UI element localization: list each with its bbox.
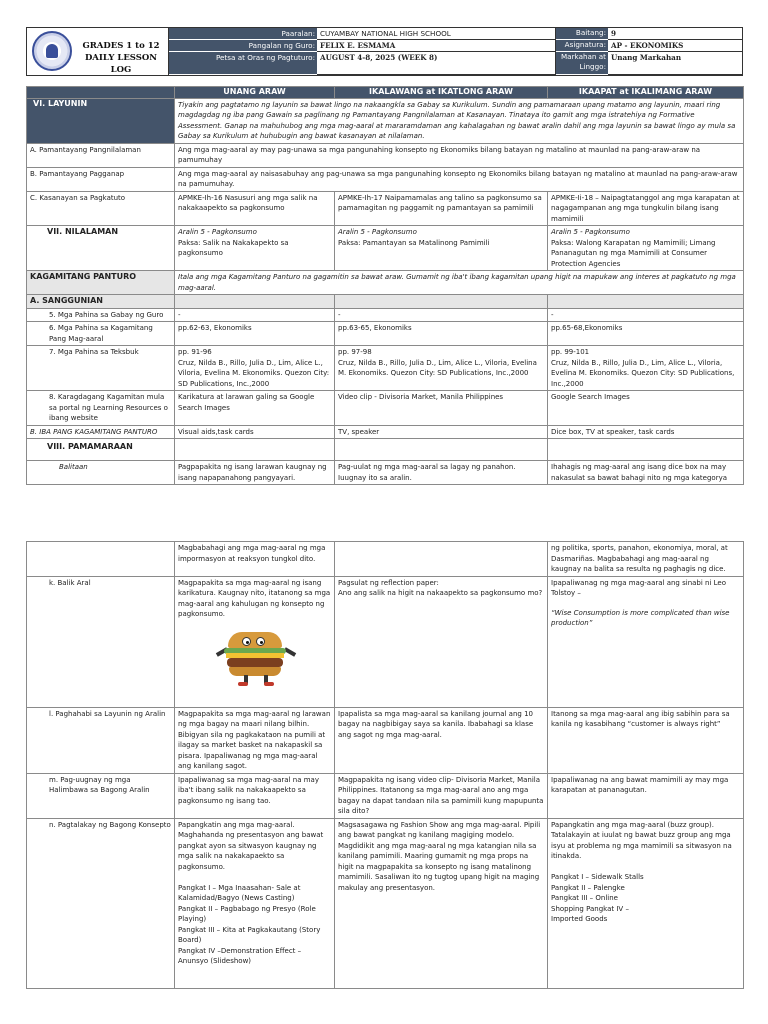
sanggunian-day23 — [335, 295, 548, 309]
row-kagamitan-pahina — [27, 322, 744, 346]
row-kagamitan — [27, 271, 744, 295]
balitaan-day45-part1: Ihahagis ng mag-aaral ang isang dice box na may nakasulat sa bawat bahagi nito ng mga kategorya — [548, 461, 744, 485]
caricature-bun-bottom — [229, 667, 281, 676]
caricature-eye-left — [242, 637, 251, 646]
date-label: Petsa at Oras ng Pagtuturo: — [169, 52, 317, 75]
quarter-label: Markahan at Linggo: — [556, 52, 608, 75]
row-pagtalakay — [27, 818, 744, 988]
caricature-eye-right — [256, 637, 265, 646]
row-balitaan-cont — [27, 542, 744, 577]
burger-caricature-image — [218, 626, 298, 686]
date-value: AUGUST 4-8, 2025 (WEEK 8) — [317, 52, 556, 75]
pangnilalaman-text: Ang mga mag-aaral ay may pag-unawa sa mga pangunahing konsepto ng Ekonomiks bilang batayan ng matalino at maunlad na pang-araw-araw na pamumuhay — [175, 143, 744, 167]
header-logo-area — [27, 28, 169, 75]
layunin-label: VI. LAYUNIN — [27, 98, 175, 143]
nilalaman-day45 — [548, 226, 744, 271]
kasanayan-day45: APMKE-Ii-18 – Naipagtatanggol ang mga karapatan at nagagampanan ang mga tungkulin bilang isang mamimili — [548, 191, 744, 226]
balitaan-day1-part1: Pagpapakita ng isang larawan kaugnay ng isang napapanahong pangyayari. — [175, 461, 335, 485]
row-pamamaraan — [27, 439, 744, 461]
teksbuk-day1: pp. 91-96 Cruz, Nilda B., Rillo, Julia D., Lim, Alice L., Viloria, Evelina M. Ekonomiks. Quezon City: SD Publications, Inc.,2000 — [175, 346, 335, 391]
iba-pang-day23: TV, speaker — [335, 425, 548, 439]
balik-aral-day23: Pagsulat ng reflection paper: Ano ang salik na higit na nakaapekto sa pagkonsumo mo? — [335, 576, 548, 707]
kagamitan-text: Itala ang mga Kagamitang Panturo na gagamitin sa bawat araw. Gumamit ng iba't ibang kagamitan upang higit na mapukaw ang interes at pagkatuto ng mga mag-aaral. — [175, 271, 744, 295]
paghahabi-day1: Magpapakita sa mga mag-aaral ng larawan ng mga bagay na maari nilang bilhin. Bibigyan sila ng pagkakataon na pumili at ilagay sa market basket na nakapaskil sa pisara. Ipapaliwanag ng mga mag-aaral ang kanilang sagot. — [175, 707, 335, 773]
school-value: CUYAMBAY NATIONAL HIGH SCHOOL — [317, 28, 556, 40]
iba-pang-day1: Visual aids,task cards — [175, 425, 335, 439]
layunin-text: Tiyakin ang pagtatamo ng layunin sa bawat lingo na nakaangkla sa Gabay sa Kurikulum. Sundin ang pamamaraan upang matamo ang layunin, maari ring magdagdag ng iba pang Gawain sa paglinang ng Pamantayang Pangnilalaman at Kasanayan. Tinataya ito gamit ang mga istratehiya ng Formative Assessment. Ganap na mahuhubog ang mga mag-aaral at mararamdaman ang kahalagahan ng bawat aralin dahil ang mga layunin sa bawat lingo ay mula sa Gabay sa Kurikulum at huhubugin ang bawat kasanayan at nilalaman. — [175, 98, 744, 143]
teksbuk-day45: pp. 99-101 Cruz, Nilda B., Rillo, Julia D., Lim, Alice L., Viloria, Evelina M. Ekonomiks. Quezon City: SD Publications, Inc.,2000 — [548, 346, 744, 391]
row-balik-aral — [27, 576, 744, 707]
document-title: GRADES 1 to 12 DAILY LESSON LOG — [82, 41, 160, 75]
caricature-cheese — [226, 653, 284, 658]
header-row-date — [169, 52, 742, 75]
row-pagganap — [27, 167, 744, 191]
row-iba-pang — [27, 425, 744, 439]
pagtalakay-day1: Papangkatin ang mga mag-aaral. Maghahanda ng presentasyon ang bawat pangkat ayon sa sitwasyon kaugnay ng mga salik na nakakapaekto sa pagkonsumo. Pangkat I – Mga Inaasahan- Sale at Kalamidad/Bagyo (News Casting) Pangkat II – Pagbabago ng Presyo (Role Playing) Pangkat III – Kita at Pagkakautang (Story Board) Pangkat IV –Demonstration Effect – Anunsyo (Slideshow) — [175, 818, 335, 988]
sanggunian-label: A. SANGGUNIAN — [27, 295, 175, 309]
pamamaraan-day45 — [548, 439, 744, 461]
row-pangnilalaman — [27, 143, 744, 167]
iba-pang-day45: Dice box, TV at speaker, task cards — [548, 425, 744, 439]
pagtalakay-day45: Papangkatin ang mga mag-aaral (buzz group). Tatalakayin at iuulat ng bawat buzz group ang mga isyu at problema ng mga mamimili sa sitwasyon na itinakda. Pangkat I – Sidewalk Stalls Pangkat II – Palengke Pangkat III – Online Shopping Pangkat IV – Imported Goods — [548, 818, 744, 988]
paghahabi-day23: Ipapalista sa mga mag-aaral sa kanilang journal ang 10 bagay na nagbibigay saya sa kanila. Ibabahagi sa klase ang sagot ng mga mag-aaral. — [335, 707, 548, 773]
caricature-shoe-right — [264, 682, 274, 686]
row-balitaan — [27, 461, 744, 485]
nilalaman-day23-aralin: Aralin 5 - Pagkonsumo — [338, 228, 417, 236]
balitaan-day45-part2: ng politika, sports, panahon, ekonomiya, moral, at Dasmariñas. Magbabahagi ang mag-aaral ng kaugnay na balita sa resulta ng paghagis ng dice. — [548, 542, 744, 577]
row-paghahabi — [27, 707, 744, 773]
teacher-label: Pangalan ng Guro: — [169, 40, 317, 52]
lesson-table-page2 — [26, 541, 744, 989]
kagamitan-pahina-label: 6. Mga Pahina sa Kagamitang Pang Mag-aaral — [27, 322, 175, 346]
row-teksbuk — [27, 346, 744, 391]
column-header-day45: IKAAPAT at IKALIMANG ARAW — [548, 87, 744, 99]
gabay-day1: - — [175, 308, 335, 322]
nilalaman-day45-paksa: Paksa: Walong Karapatan ng Mamimili; Limang Pananagutan ng mga Mamimili at Consumer Protection Agencies — [551, 238, 716, 268]
row-sanggunian — [27, 295, 744, 309]
school-label: Paaralan: — [169, 28, 317, 40]
subject-value: AP - EKONOMIKS — [608, 40, 742, 52]
balik-aral-day45-text: Ipapaliwanag ng mga mag-aaral ang sinabi ni Leo Tolstoy – — [551, 578, 727, 597]
nilalaman-day1-aralin: Aralin 5 - Pagkonsumo — [178, 228, 257, 236]
pamamaraan-day1 — [175, 439, 335, 461]
iba-pang-label: B. IBA PANG KAGAMITANG PANTURO — [27, 425, 175, 439]
row-layunin — [27, 98, 744, 143]
balik-aral-day1 — [175, 576, 335, 707]
karagdagang-day45: Google Search Images — [548, 391, 744, 426]
header-row-teacher — [169, 40, 742, 52]
paghahabi-label: l. Paghahabi sa Layunin ng Aralin — [27, 707, 175, 773]
column-header-row — [27, 87, 744, 99]
column-header-blank — [27, 87, 175, 99]
paghahabi-day45: Itanong sa mga mag-aaral ang ibig sabihin para sa kanila ng kasabihang “customer is always right” — [548, 707, 744, 773]
caricature-bun-top — [228, 632, 282, 648]
balitaan-day1-part2: Magbabahagi ang mga mag-aaral ng mga impormasyon at reaksyon tungkol dito. — [175, 542, 335, 577]
header-row-school — [169, 28, 742, 40]
row-gabay — [27, 308, 744, 322]
karagdagang-day23: Video clip - Divisoria Market, Manila Philippines — [335, 391, 548, 426]
nilalaman-day1 — [175, 226, 335, 271]
row-karagdagang — [27, 391, 744, 426]
gabay-day45: - — [548, 308, 744, 322]
balitaan-cont-label — [27, 542, 175, 577]
teksbuk-day23: pp. 97-98 Cruz, Nilda B., Rillo, Julia D., Lim, Alice L., Viloria, Evelina M. Ekonomiks. Quezon City: SD Publications, Inc.,2000 — [335, 346, 548, 391]
column-header-day1: UNANG ARAW — [175, 87, 335, 99]
kagamitan-pahina-day23: pp.63-65, Ekonomiks — [335, 322, 548, 346]
column-header-day23: IKALAWANG at IKATLONG ARAW — [335, 87, 548, 99]
sanggunian-day1 — [175, 295, 335, 309]
kasanayan-day1: APMKE-Ih-16 Nasusuri ang mga salik na nakakaapekto sa pagkonsumo — [175, 191, 335, 226]
pagganap-text: Ang mga mag-aaral ay naisasabuhay ang pag-unawa sa mga pangunahing konsepto ng Ekonomiks bilang batayan ng matalino at maunlad na pang-araw-araw na pamumuhay. — [175, 167, 744, 191]
paguugnay-day45: Ipapaliwanag na ang bawat mamimili ay may mga karapatan at pananagutan. — [548, 773, 744, 818]
tolstoy-quote: “Wise Consumption is more complicated than wise production” — [551, 608, 730, 627]
karagdagang-day1: Karikatura at larawan galing sa Google Search Images — [175, 391, 335, 426]
nilalaman-day1-paksa: Paksa: Salik na Nakakapekto sa pagkonsumo — [178, 238, 289, 257]
paguugnay-day1: Ipapaliwanag sa mga mag-aaral na may iba't ibang salik na nakakaapekto sa pagkonsumo ng isang tao. — [175, 773, 335, 818]
lesson-table-page1 — [26, 86, 744, 485]
quarter-value: Unang Markahan — [608, 52, 742, 75]
balitaan-label: Balitaan — [27, 461, 175, 485]
deped-seal-icon — [32, 31, 72, 71]
kasanayan-day23: APMKE-Ih-17 Naipamamalas ang talino sa pagkonsumo sa pamamagitan ng paggamit ng pamantayan sa pamimili — [335, 191, 548, 226]
lesson-log-header — [26, 27, 743, 76]
pagganap-label: B. Pamantayang Pagganap — [27, 167, 175, 191]
caricature-shoe-left — [238, 682, 248, 686]
pamamaraan-day23 — [335, 439, 548, 461]
pagtalakay-label: n. Pagtalakay ng Bagong Konsepto — [27, 818, 175, 988]
grade-label: Baitang: — [556, 28, 608, 40]
pamamaraan-label: VIII. PAMAMARAAN — [27, 439, 175, 461]
gabay-label: 5. Mga Pahina sa Gabay ng Guro — [27, 308, 175, 322]
row-nilalaman — [27, 226, 744, 271]
nilalaman-label: VII. NILALAMAN — [27, 226, 175, 271]
balik-aral-day45 — [548, 576, 744, 707]
row-kasanayan — [27, 191, 744, 226]
balik-aral-label: k. Balik Aral — [27, 576, 175, 707]
balitaan-day23-cont — [335, 542, 548, 577]
grade-value: 9 — [608, 28, 742, 40]
kagamitan-pahina-day45: pp.65-68,Ekonomiks — [548, 322, 744, 346]
subject-label: Asignatura: — [556, 40, 608, 52]
header-fields — [169, 28, 742, 75]
karagdagang-label: 8. Karagdagang Kagamitan mula sa portal ng Learning Resources o ibang website — [27, 391, 175, 426]
gabay-day23: - — [335, 308, 548, 322]
paguugnay-label: m. Pag-uugnay ng mga Halimbawa sa Bagong Aralin — [27, 773, 175, 818]
kagamitan-label: KAGAMITANG PANTURO — [27, 271, 175, 295]
balik-aral-day1-text: Magpapakita sa mga mag-aaral ng isang karikatura. Kaugnay nito, itatanong sa mga mag-aaral ang kahulugan ng konsepto ng pagkonsumo. — [178, 578, 331, 618]
kasanayan-label: C. Kasanayan sa Pagkatuto — [27, 191, 175, 226]
pangnilalaman-label: A. Pamantayang Pangnilalaman — [27, 143, 175, 167]
nilalaman-day23-paksa: Paksa: Pamantayan sa Matalinong Pamimili — [338, 238, 490, 247]
row-paguugnay — [27, 773, 744, 818]
nilalaman-day23 — [335, 226, 548, 271]
caricature-patty — [227, 658, 283, 667]
balitaan-day23: Pag-uulat ng mga mag-aaral sa lagay ng panahon. Iuugnay ito sa aralin. — [335, 461, 548, 485]
teksbuk-label: 7. Mga Pahina sa Teksbuk — [27, 346, 175, 391]
kagamitan-pahina-day1: pp.62-63, Ekonomiks — [175, 322, 335, 346]
pagtalakay-day23: Magsasagawa ng Fashion Show ang mga mag-aaral. Pipili ang bawat pangkat ng kanilang magiging modelo. Magdidikit ang mga mag-aaral ng mga katangian nila sa kanilang pamimili. Maaring gumamit ng mga props na higit na magpapakita sa konsepto ng isang matalinong mamimili. Sasaliwan ito ng tugtog upang higit na maging makulay ang presentasyon. — [335, 818, 548, 988]
sanggunian-day45 — [548, 295, 744, 309]
teacher-value: FELIX E. ESMAMA — [317, 40, 556, 52]
paguugnay-day23: Magpapakita ng isang video clip- Divisoria Market, Manila Philippines. Itatanong sa mga mag-aaral ano ang mga bagay na dapat tandaan nila sa pamimili kung mapupunta sila dito? — [335, 773, 548, 818]
nilalaman-day45-aralin: Aralin 5 - Pagkonsumo — [551, 228, 630, 236]
